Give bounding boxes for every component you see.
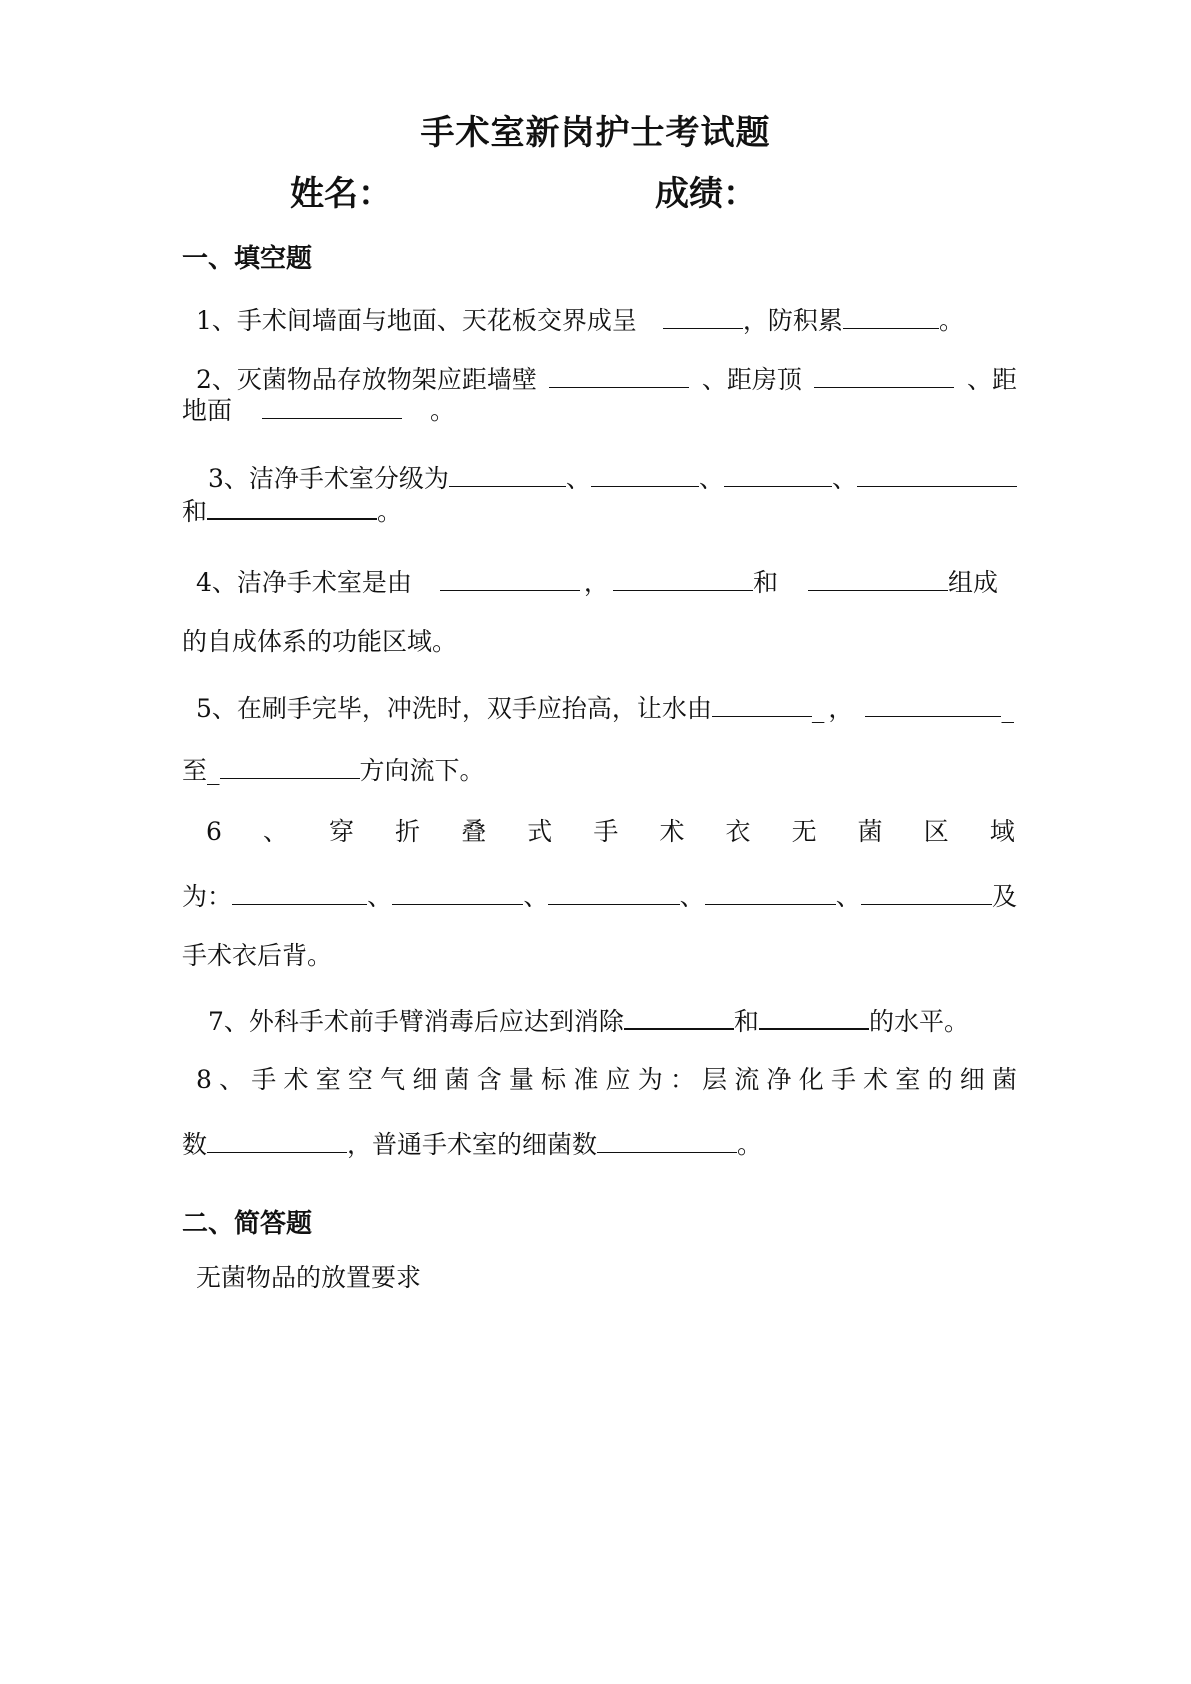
question-3-line2 [182, 488, 1017, 528]
q7-blank-2[interactable] [759, 998, 869, 1030]
question-2-line2 [182, 388, 1017, 428]
question-6-line2 [182, 874, 1017, 914]
q5-mark-2: _ [1001, 694, 1014, 723]
q6-char: 无 [791, 817, 817, 846]
q4-tail: 组成 [947, 568, 998, 597]
name-label: 姓名： [290, 174, 392, 214]
q3-end: 。 [377, 497, 403, 526]
q6-char: 手 [593, 817, 619, 846]
q2-line2: 地面 [182, 396, 233, 425]
q4-comma: ， [583, 568, 609, 597]
q4-blank-3[interactable] [808, 560, 948, 591]
q6-sep-2: 、 [523, 882, 549, 911]
q3-sep-3: 、 [831, 464, 857, 493]
q3-blank-2[interactable] [591, 456, 699, 487]
question-5-line2 [182, 748, 1017, 788]
q6-char: 穿 [329, 817, 355, 846]
q7-text: 7、外科手术前手臂消毒后应达到消除 [208, 1007, 624, 1036]
q8-mid: ，普通手术室的细菌数 [347, 1130, 598, 1159]
q1-end: 。 [938, 306, 964, 335]
section-fill-in-heading: 一、填空题 [182, 244, 313, 274]
q7-blank-1[interactable] [624, 998, 734, 1030]
q6-line2: 为： [182, 882, 233, 911]
q6-blank-5[interactable] [861, 874, 992, 905]
q8-char: 含 [476, 1065, 502, 1094]
q3-sep-1: 、 [565, 464, 591, 493]
question-8-line2 [182, 1122, 1017, 1162]
q8-char: ： [669, 1065, 695, 1094]
q5-blank-1[interactable] [712, 686, 812, 717]
question-4 [182, 560, 1017, 600]
q3-text: 3、洁净手术室分级为 [208, 464, 449, 493]
q3-sep-2: 、 [698, 464, 724, 493]
q6-sep-4: 、 [835, 882, 861, 911]
sa-q1-text: 无菌物品的放置要求 [196, 1263, 422, 1292]
q8-char: 标 [541, 1065, 567, 1094]
q8-char: 的 [927, 1065, 953, 1094]
q8-line2: 数 [182, 1130, 208, 1159]
q5-blank-3[interactable] [220, 748, 360, 779]
q2-end: 。 [430, 396, 456, 425]
q5-blank-2[interactable] [865, 686, 1001, 717]
q7-and: 和 [733, 1007, 759, 1036]
q5-text: 5、在刷手完毕，冲洗时，双手应抬高，让水由 [196, 694, 712, 723]
q6-char: 折 [395, 817, 421, 846]
q8-char: 8 [196, 1065, 212, 1094]
q4-blank-1[interactable] [440, 560, 580, 591]
score-label: 成绩： [655, 174, 757, 214]
q8-char: 手 [830, 1065, 856, 1094]
q8-char: 室 [315, 1065, 341, 1094]
q6-end: 及 [991, 882, 1017, 911]
q3-blank-3[interactable] [724, 456, 832, 487]
q8-char: 、 [219, 1065, 245, 1094]
q6-blank-3[interactable] [548, 874, 679, 905]
q8-char: 气 [380, 1065, 406, 1094]
q8-char: 菌 [444, 1065, 470, 1094]
question-5 [182, 686, 1017, 726]
q3-blank-4[interactable] [857, 456, 1017, 487]
q8-char: 准 [573, 1065, 599, 1094]
q1-comma: ，防积累 [742, 306, 843, 335]
question-8 [182, 1060, 1017, 1100]
q2-blank-1[interactable] [549, 357, 689, 388]
q8-char: 量 [508, 1065, 534, 1094]
q2-sep1: 、距房顶 [701, 365, 802, 394]
q4-blank-2[interactable] [613, 560, 753, 591]
q8-char: 净 [766, 1065, 792, 1094]
q3-line2: 和 [182, 497, 208, 526]
q2-sep2: 、距 [966, 365, 1017, 394]
question-1 [182, 298, 1017, 338]
q4-and: 和 [752, 568, 778, 597]
q8-char: 细 [412, 1065, 438, 1094]
q8-char: 为 [637, 1065, 663, 1094]
q6-sep-1: 、 [367, 882, 393, 911]
q6-blank-1[interactable] [232, 874, 367, 905]
q6-char: 菌 [857, 817, 883, 846]
q6-char: 区 [923, 817, 949, 846]
q6-blank-2[interactable] [392, 874, 523, 905]
q7-tail: 的水平。 [868, 1007, 969, 1036]
short-answer-question-1 [182, 1258, 1017, 1298]
q6-line3: 手术衣后背。 [182, 941, 333, 970]
q6-char: 式 [527, 817, 553, 846]
q4-text: 4、洁净手术室是由 [196, 568, 412, 597]
q6-char: 衣 [725, 817, 751, 846]
q8-char: 应 [605, 1065, 631, 1094]
q8-char: 化 [798, 1065, 824, 1094]
q5-line2: 至_ [182, 756, 220, 785]
q8-char: 室 [895, 1065, 921, 1094]
question-4-line2 [182, 622, 1017, 662]
q1-text: 1、手术间墙面与地面、天花板交界成呈 [196, 306, 637, 335]
q5-tail: 方向流下。 [359, 756, 485, 785]
q6-char: 术 [659, 817, 685, 846]
q2-text: 2、灭菌物品存放物架应距墙壁 [196, 365, 537, 394]
question-6-line3 [182, 936, 1017, 976]
q8-char: 术 [863, 1065, 889, 1094]
q6-char: 域 [989, 817, 1015, 846]
q8-char: 菌 [991, 1065, 1017, 1094]
q3-blank-1[interactable] [449, 456, 566, 487]
q8-char: 手 [251, 1065, 277, 1094]
q1-blank-2[interactable] [843, 298, 939, 329]
page-title: 手术室新岗护士考试题 [420, 113, 771, 153]
q5-comma: ， [828, 694, 854, 723]
q8-blank-2[interactable] [597, 1122, 737, 1153]
q8-char: 空 [347, 1065, 373, 1094]
question-7 [182, 998, 1017, 1038]
q6-sep-3: 、 [679, 882, 705, 911]
q5-mark-1: _ [811, 694, 825, 723]
q8-blank-1[interactable] [207, 1122, 347, 1153]
q6-char: 、 [262, 817, 288, 846]
q4-line2: 的自成体系的功能区域。 [182, 627, 458, 656]
q6-char: 叠 [461, 817, 487, 846]
q8-char: 流 [734, 1065, 760, 1094]
q8-char: 层 [702, 1065, 728, 1094]
q8-char: 细 [959, 1065, 985, 1094]
q6-char: 6 [206, 817, 222, 846]
question-6 [182, 812, 1017, 852]
q8-char: 术 [283, 1065, 309, 1094]
q2-blank-3[interactable] [262, 388, 402, 419]
section-short-answer-heading: 二、简答题 [182, 1209, 313, 1239]
q2-blank-2[interactable] [814, 357, 954, 388]
q1-blank-1[interactable] [663, 298, 743, 329]
q8-end: 。 [737, 1130, 763, 1159]
q3-blank-5[interactable] [207, 488, 377, 520]
q6-blank-4[interactable] [705, 874, 836, 905]
